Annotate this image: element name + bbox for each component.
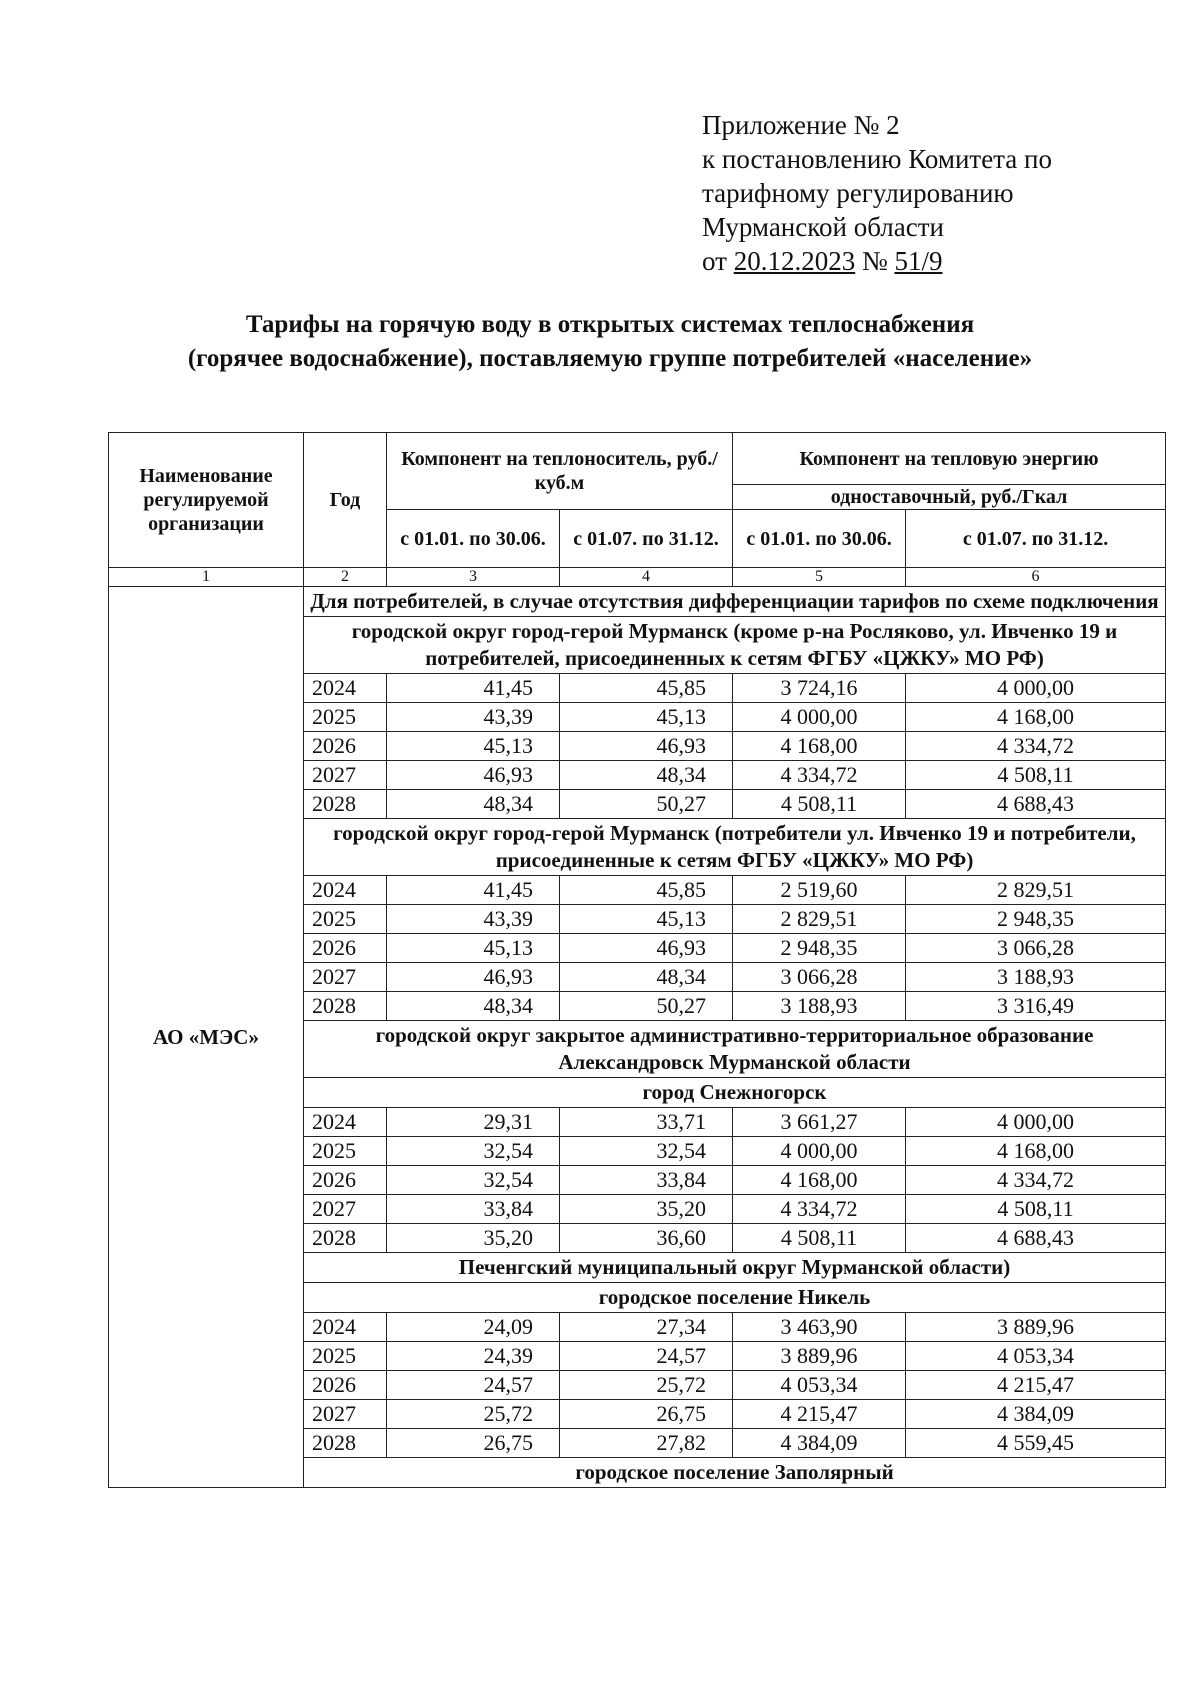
period-header-carrier-h1: с 01.01. по 30.06. <box>387 510 560 568</box>
tariff-table <box>108 432 1166 1488</box>
section-heading: город Снежногорск <box>304 1078 1166 1108</box>
year-cell: 2026 <box>304 1371 387 1400</box>
energy-h1-cell: 4 334,72 <box>733 761 906 790</box>
year-cell: 2027 <box>304 1400 387 1429</box>
energy-h2-cell: 4 688,43 <box>906 790 1166 819</box>
energy-h1-cell: 3 889,96 <box>733 1342 906 1371</box>
carrier-h2-cell: 32,54 <box>560 1137 733 1166</box>
carrier-h2-cell: 33,84 <box>560 1166 733 1195</box>
table-header <box>109 433 1166 587</box>
energy-h2-cell: 2 948,35 <box>906 905 1166 934</box>
appendix-line-1: Приложение № 2 <box>702 110 900 140</box>
carrier-h1-cell: 24,57 <box>387 1371 560 1400</box>
energy-h1-cell: 4 384,09 <box>733 1429 906 1458</box>
energy-h1-cell: 4 168,00 <box>733 1166 906 1195</box>
energy-h2-cell: 4 000,00 <box>906 674 1166 703</box>
carrier-h1-cell: 43,39 <box>387 703 560 732</box>
col-header-year: Год <box>304 433 387 568</box>
appendix-line-3: тарифному регулированию <box>702 178 1014 208</box>
energy-h2-cell: 4 053,34 <box>906 1342 1166 1371</box>
number-sign: № <box>855 246 895 276</box>
energy-h1-cell: 2 829,51 <box>733 905 906 934</box>
table-body <box>109 587 1166 1488</box>
energy-h1-cell: 3 661,27 <box>733 1108 906 1137</box>
resolution-date: 20.12.2023 <box>733 246 856 276</box>
year-cell: 2025 <box>304 1137 387 1166</box>
period-header-energy-h2: с 01.07. по 31.12. <box>906 510 1166 568</box>
energy-h2-cell: 2 829,51 <box>906 876 1166 905</box>
section-heading: Печенгский муниципальный округ Мурманской области) <box>304 1253 1166 1283</box>
section-heading: городское поселение Заполярный <box>304 1458 1166 1488</box>
carrier-h2-cell: 50,27 <box>560 992 733 1021</box>
energy-h1-cell: 3 066,28 <box>733 963 906 992</box>
year-cell: 2024 <box>304 1108 387 1137</box>
carrier-h1-cell: 24,09 <box>387 1313 560 1342</box>
carrier-h1-cell: 35,20 <box>387 1224 560 1253</box>
energy-h2-cell: 3 066,28 <box>906 934 1166 963</box>
carrier-h1-cell: 45,13 <box>387 934 560 963</box>
year-cell: 2026 <box>304 1166 387 1195</box>
year-cell: 2028 <box>304 1429 387 1458</box>
section-heading: городской округ город-герой Мурманск (потребители ул. Ивченко 19 и потребители, присоединенные к сетям ФГБУ «ЦЖКУ» МО РФ) <box>304 819 1166 876</box>
column-index-row <box>109 568 1166 587</box>
carrier-h1-cell: 32,54 <box>387 1137 560 1166</box>
carrier-h2-cell: 45,13 <box>560 703 733 732</box>
energy-h2-cell: 3 188,93 <box>906 963 1166 992</box>
carrier-h2-cell: 26,75 <box>560 1400 733 1429</box>
year-cell: 2027 <box>304 761 387 790</box>
section-heading: городской округ город-герой Мурманск (кроме р-на Росляково, ул. Ивченко 19 и потребителей, присоединенных к сетям ФГБУ «ЦЖКУ» МО РФ) <box>304 617 1166 674</box>
energy-h1-cell: 4 168,00 <box>733 732 906 761</box>
energy-h2-cell: 4 168,00 <box>906 703 1166 732</box>
carrier-h1-cell: 48,34 <box>387 992 560 1021</box>
title-line-2: (горячее водоснабжение), поставляемую группе потребителей «население» <box>187 345 1033 372</box>
energy-h1-cell: 4 000,00 <box>733 1137 906 1166</box>
carrier-h1-cell: 26,75 <box>387 1429 560 1458</box>
energy-h1-cell: 4 000,00 <box>733 703 906 732</box>
energy-h2-cell: 4 508,11 <box>906 761 1166 790</box>
carrier-h2-cell: 48,34 <box>560 963 733 992</box>
section-heading: городское поселение Никель <box>304 1283 1166 1313</box>
year-cell: 2024 <box>304 1313 387 1342</box>
energy-h1-cell: 4 053,34 <box>733 1371 906 1400</box>
period-header-energy-h1: с 01.01. по 30.06. <box>733 510 906 568</box>
appendix-line-2: к постановлению Комитета по <box>702 144 1052 174</box>
column-index: 6 <box>906 568 1166 587</box>
appendix-line-5 <box>702 244 1052 278</box>
energy-h1-cell: 3 463,90 <box>733 1313 906 1342</box>
energy-h2-cell: 4 334,72 <box>906 1166 1166 1195</box>
period-header-carrier-h2: с 01.07. по 31.12. <box>560 510 733 568</box>
energy-h1-cell: 3 724,16 <box>733 674 906 703</box>
section-heading: Для потребителей, в случае отсутствия дифференциации тарифов по схеме подключения <box>304 587 1166 617</box>
carrier-h1-cell: 29,31 <box>387 1108 560 1137</box>
energy-h1-cell: 2 948,35 <box>733 934 906 963</box>
energy-h1-cell: 2 519,60 <box>733 876 906 905</box>
carrier-h2-cell: 45,85 <box>560 674 733 703</box>
year-cell: 2026 <box>304 934 387 963</box>
carrier-h2-cell: 24,57 <box>560 1342 733 1371</box>
year-cell: 2027 <box>304 963 387 992</box>
carrier-h1-cell: 46,93 <box>387 761 560 790</box>
year-cell: 2024 <box>304 674 387 703</box>
energy-h2-cell: 4 334,72 <box>906 732 1166 761</box>
energy-h1-cell: 3 188,93 <box>733 992 906 1021</box>
carrier-h1-cell: 43,39 <box>387 905 560 934</box>
column-index: 5 <box>733 568 906 587</box>
carrier-h2-cell: 50,27 <box>560 790 733 819</box>
carrier-h2-cell: 45,85 <box>560 876 733 905</box>
energy-h2-cell: 3 316,49 <box>906 992 1166 1021</box>
carrier-h1-cell: 41,45 <box>387 876 560 905</box>
energy-h1-cell: 4 215,47 <box>733 1400 906 1429</box>
col-header-org: Наименование регулируемой организации <box>109 433 304 568</box>
energy-h2-cell: 4 000,00 <box>906 1108 1166 1137</box>
carrier-h2-cell: 27,82 <box>560 1429 733 1458</box>
carrier-h1-cell: 46,93 <box>387 963 560 992</box>
carrier-h1-cell: 25,72 <box>387 1400 560 1429</box>
carrier-h2-cell: 36,60 <box>560 1224 733 1253</box>
energy-h2-cell: 4 168,00 <box>906 1137 1166 1166</box>
column-index: 4 <box>560 568 733 587</box>
carrier-h2-cell: 46,93 <box>560 732 733 761</box>
resolution-number: 51/9 <box>894 246 943 276</box>
energy-h1-cell: 4 334,72 <box>733 1195 906 1224</box>
col-header-energy: Компонент на тепловую энергию <box>733 433 1166 485</box>
carrier-h2-cell: 46,93 <box>560 934 733 963</box>
column-index: 2 <box>304 568 387 587</box>
year-cell: 2028 <box>304 790 387 819</box>
carrier-h1-cell: 45,13 <box>387 732 560 761</box>
section-heading: городской округ закрытое административно-территориальное образование Александровск Мурманской области <box>304 1021 1166 1078</box>
energy-h2-cell: 4 384,09 <box>906 1400 1166 1429</box>
carrier-h2-cell: 48,34 <box>560 761 733 790</box>
section-heading-row <box>109 587 1166 617</box>
title-line-1: Тарифы на горячую воду в открытых системах теплоснабжения <box>245 311 975 338</box>
carrier-h2-cell: 33,71 <box>560 1108 733 1137</box>
col-header-carrier: Компонент на теплоноситель, руб./куб.м <box>387 433 733 510</box>
year-cell: 2026 <box>304 732 387 761</box>
organization-name: АО «МЭС» <box>109 587 304 1488</box>
year-cell: 2025 <box>304 703 387 732</box>
column-index: 3 <box>387 568 560 587</box>
carrier-h1-cell: 32,54 <box>387 1166 560 1195</box>
carrier-h1-cell: 41,45 <box>387 674 560 703</box>
date-prefix: от <box>702 246 734 276</box>
energy-h2-cell: 4 559,45 <box>906 1429 1166 1458</box>
carrier-h2-cell: 25,72 <box>560 1371 733 1400</box>
column-index: 1 <box>109 568 304 587</box>
year-cell: 2028 <box>304 992 387 1021</box>
year-cell: 2025 <box>304 1342 387 1371</box>
carrier-h1-cell: 24,39 <box>387 1342 560 1371</box>
carrier-h2-cell: 27,34 <box>560 1313 733 1342</box>
col-header-energy-sub: одноставочный, руб./Гкал <box>733 485 1166 510</box>
energy-h2-cell: 4 215,47 <box>906 1371 1166 1400</box>
carrier-h2-cell: 35,20 <box>560 1195 733 1224</box>
energy-h1-cell: 4 508,11 <box>733 1224 906 1253</box>
document-title <box>110 308 1110 376</box>
carrier-h1-cell: 33,84 <box>387 1195 560 1224</box>
appendix-line-4: Мурманской области <box>702 212 944 242</box>
energy-h2-cell: 3 889,96 <box>906 1313 1166 1342</box>
energy-h1-cell: 4 508,11 <box>733 790 906 819</box>
energy-h2-cell: 4 508,11 <box>906 1195 1166 1224</box>
year-cell: 2024 <box>304 876 387 905</box>
appendix-header <box>702 108 1052 278</box>
year-cell: 2027 <box>304 1195 387 1224</box>
year-cell: 2025 <box>304 905 387 934</box>
year-cell: 2028 <box>304 1224 387 1253</box>
carrier-h1-cell: 48,34 <box>387 790 560 819</box>
energy-h2-cell: 4 688,43 <box>906 1224 1166 1253</box>
carrier-h2-cell: 45,13 <box>560 905 733 934</box>
